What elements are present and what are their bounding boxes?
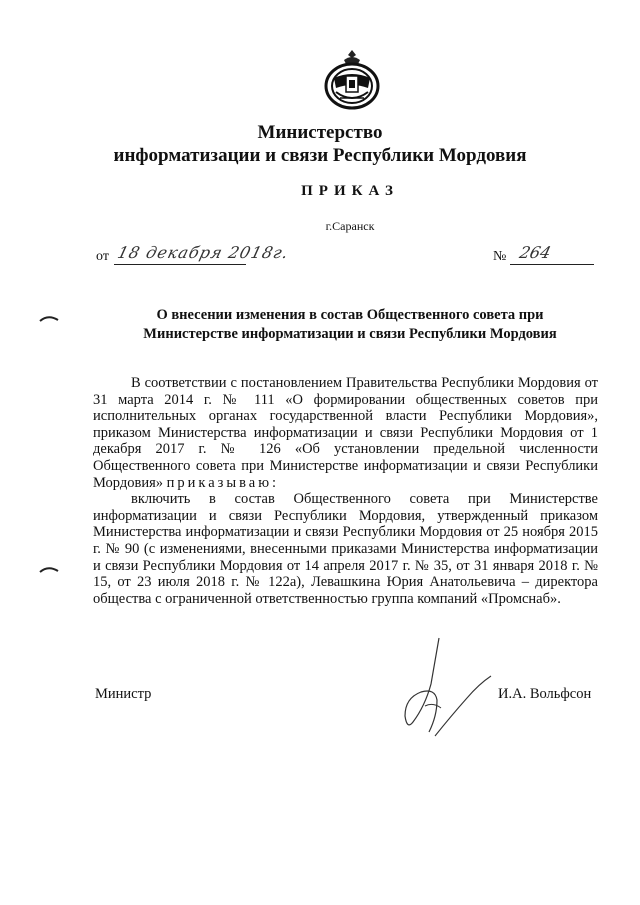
- ministry-name-line2: информатизации и связи Республики Мордовия: [113, 145, 527, 166]
- binding-hole-mark: [38, 564, 60, 574]
- subject-line2: Министерстве информатизации и связи Республики Мордовия: [143, 326, 557, 342]
- order-word: приказываю:: [166, 474, 280, 491]
- subject-line1: О внесении изменения в состав Общественного совета при: [156, 307, 544, 323]
- signatory-name: И.А. Вольфсон: [498, 686, 592, 702]
- document-body: [93, 375, 598, 607]
- number-label: №: [493, 249, 507, 264]
- coat-of-arms-emblem: [322, 48, 382, 110]
- date-handwritten: 18 декабря 2018г.: [115, 243, 292, 262]
- date-underline: [114, 264, 246, 265]
- number-handwritten: 264: [517, 243, 553, 262]
- document-subject: [100, 306, 600, 344]
- document-type: ПРИКАЗ: [301, 183, 399, 199]
- handwritten-signature: [395, 636, 495, 742]
- body-paragraph: включить в состав Общественного совета при Министерстве информатизации и связи Республики Мордовия, утвержденный приказом Министерства информатизации и связи Республики Мордовия от 25 ноября 2015 г. № 90 (с изменениями, внесенными приказами Министерства информатизации и связи Республики Мордовия от 14 апреля 2017 г. № 35, от 31 января 2018 г. № 15, от 23 июля 2018 г. № 122а), Левашкина Юрия Анатольевича – директора общества с ограниченной ответственностью группа компаний «Промснаб».: [93, 491, 598, 607]
- number-underline: [510, 264, 594, 265]
- binding-hole-mark: [38, 313, 60, 323]
- city: г.Саранск: [325, 219, 375, 233]
- paragraph-text: В соответствии с постановлением Правительства Республики Мордовия от 31 марта 2014 г. № 111 «О формировании общественных советов при исполнительных органах государственной власти Республики Мордовия», приказом Министерства информатизации и связи Республики Мордовия от 1 декабря 2017 г. № 126 «Об установлении предельной численности Общественного совета при Министерстве информатизации и связи Республики Мордовия»: [93, 375, 598, 491]
- body-paragraph: [93, 375, 598, 491]
- signatory-title: Министр: [95, 686, 152, 702]
- date-label: от: [96, 249, 109, 264]
- ministry-name-line1: Министерство: [257, 122, 383, 143]
